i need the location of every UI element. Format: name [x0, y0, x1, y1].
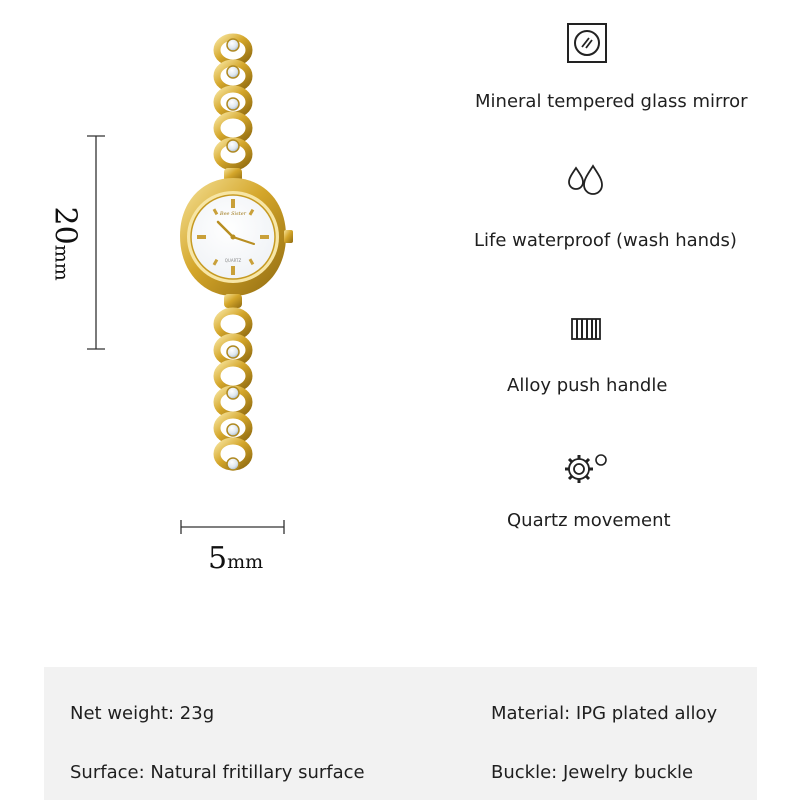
watch-brand-text: Bee Sister — [219, 211, 247, 217]
gear-icon — [562, 450, 610, 488]
spec-material: Material: IPG plated alloy — [491, 703, 718, 724]
watch-dial-text: QUARTZ — [224, 258, 242, 263]
feature-label-glass: Mineral tempered glass mirror — [475, 91, 748, 112]
feature-label-push-handle: Alloy push handle — [507, 375, 668, 396]
feature-label-movement: Quartz movement — [507, 510, 671, 531]
height-value: 20 — [47, 206, 83, 245]
water-drops-icon — [566, 162, 606, 198]
watch-case — [180, 178, 293, 296]
glass-mirror-icon — [566, 22, 608, 64]
push-handle-icon — [570, 316, 602, 342]
width-dimension-line — [181, 520, 284, 534]
spec-surface: Surface: Natural fritillary surface — [70, 762, 365, 783]
feature-label-waterproof: Life waterproof (wash hands) — [474, 230, 737, 251]
width-dimension-label — [208, 541, 263, 576]
height-dimension-line — [87, 136, 105, 349]
spec-buckle: Buckle: Jewelry buckle — [491, 762, 694, 783]
width-value: 5 — [208, 541, 228, 576]
spec-net-weight: Net weight: 23g — [70, 703, 215, 724]
bracelet-lower — [217, 294, 249, 470]
width-unit: mm — [227, 551, 264, 573]
bracelet-upper — [217, 37, 249, 182]
height-unit: mm — [50, 244, 73, 281]
height-dimension-label — [47, 206, 83, 281]
